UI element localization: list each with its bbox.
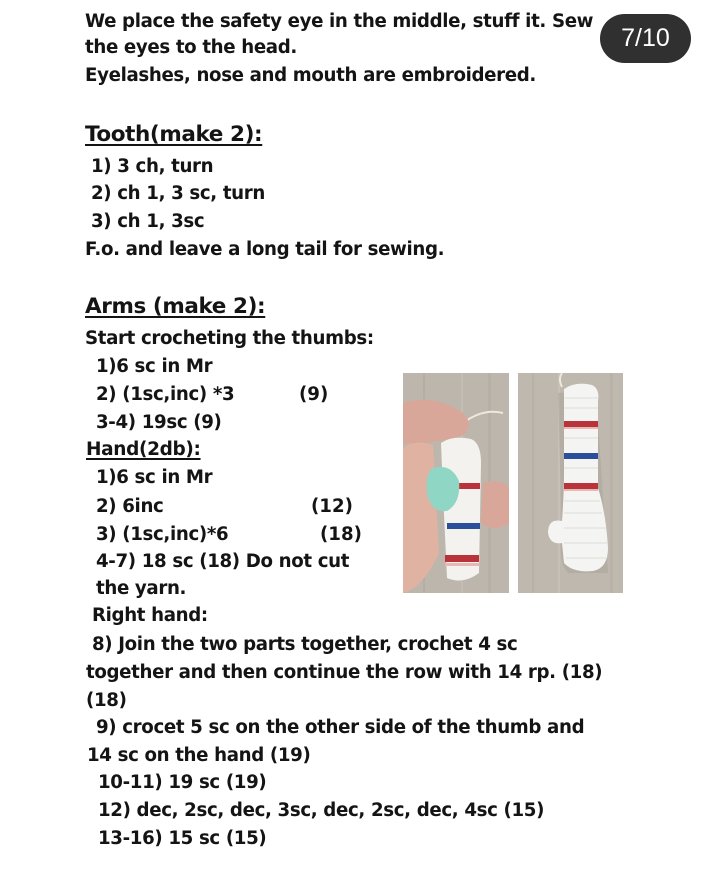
right-hand-step-13-16: 13-16) 15 sc (15): [98, 828, 267, 849]
finished-arm-photo: [518, 373, 623, 593]
page-indicator-badge: [600, 14, 691, 63]
intro-line-2: the eyes to the head.: [85, 37, 297, 58]
intro-line-1: We place the safety eye in the middle, stuff it. Sew: [85, 11, 594, 32]
hand-step-4: 4-7) 18 sc (18) Do not cut: [96, 551, 350, 572]
hand-heading: Hand(2db):: [86, 439, 201, 460]
right-hand-step-8-count: (18): [86, 690, 127, 711]
right-hand-step-8: 8) Join the two parts together, crochet 4 sc: [92, 634, 518, 655]
right-hand-step-9: 9) crocet 5 sc on the other side of the thumb and: [96, 717, 585, 738]
hand-step-3: 3) (1sc,inc)*6: [96, 524, 229, 545]
right-hand-step-10-11: 10-11) 19 sc (19): [98, 772, 267, 793]
hand-step-4-cont: the yarn.: [96, 578, 187, 599]
hand-step-1: 1)6 sc in Mr: [96, 467, 213, 488]
thumb-step-2: 2) (1sc,inc) *3: [96, 384, 235, 405]
intro-line-3: Eyelashes, nose and mouth are embroidered.: [85, 65, 536, 86]
thumb-step-1: 1)6 sc in Mr: [96, 356, 213, 377]
right-hand-label: Right hand:: [92, 605, 208, 626]
arm-held-in-hand-photo: [403, 373, 509, 593]
right-hand-step-12: 12) dec, 2sc, dec, 3sc, dec, 2sc, dec, 4sc (15): [98, 800, 545, 821]
tooth-step-1: 1) 3 ch, turn: [91, 156, 214, 177]
tooth-heading: Tooth(make 2):: [85, 122, 263, 147]
right-hand-step-9-cont: 14 sc on the hand (19): [87, 745, 311, 766]
tooth-step-3: 3) ch 1, 3sc: [91, 211, 205, 232]
right-hand-step-8-cont: together and then continue the row with 14 rp. (18): [86, 662, 603, 683]
tooth-finish: F.o. and leave a long tail for sewing.: [85, 239, 445, 260]
page-indicator-label: 7/10: [621, 24, 670, 52]
tooth-step-2: 2) ch 1, 3 sc, turn: [91, 183, 265, 204]
arms-heading: Arms (make 2):: [85, 294, 266, 319]
hand-step-2-count: (12): [311, 496, 353, 517]
thumb-step-3: 3-4) 19sc (9): [96, 412, 222, 433]
thumb-step-2-count: (9): [299, 384, 329, 405]
hand-step-3-count: (18): [320, 524, 362, 545]
hand-step-2: 2) 6inc: [96, 496, 164, 517]
arms-thumbs-intro: Start crocheting the thumbs:: [85, 328, 374, 349]
